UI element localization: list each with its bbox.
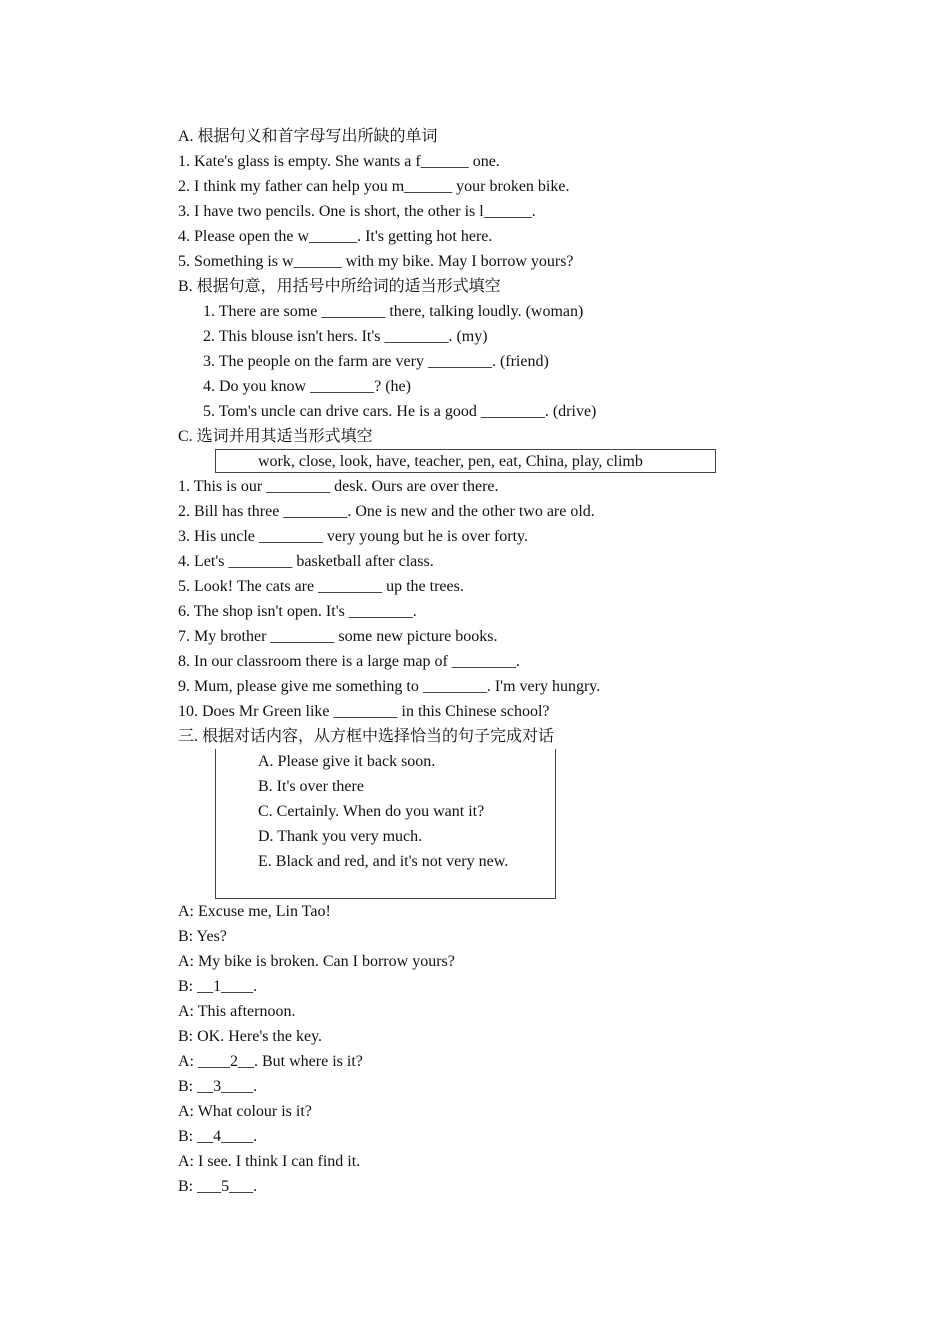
- dialogue-line: A: I see. I think I can find it.: [178, 1153, 361, 1170]
- section-a-heading: A. 根据句义和首字母写出所缺的单词: [178, 128, 438, 145]
- section-c-heading: C. 选词并用其适当形式填空: [178, 428, 373, 445]
- section-b-item: 5. Tom's uncle can drive cars. He is a good ________. (drive): [203, 403, 597, 420]
- section-c-item: 8. In our classroom there is a large map of ________.: [178, 653, 520, 670]
- dialogue-line: A: This afternoon.: [178, 1003, 296, 1020]
- dialogue-line: A: Excuse me, Lin Tao!: [178, 903, 331, 920]
- options-box: [215, 749, 556, 899]
- dialogue-line: B: __1____.: [178, 978, 258, 995]
- section-c-item: 10. Does Mr Green like ________ in this Chinese school?: [178, 703, 550, 720]
- option-item: A. Please give it back soon.: [258, 753, 436, 770]
- section-a-item: 1. Kate's glass is empty. She wants a f______ one.: [178, 153, 500, 170]
- dialogue-line: B: Yes?: [178, 928, 227, 945]
- dialogue-line: A: ____2__. But where is it?: [178, 1053, 363, 1070]
- option-item: B. It's over there: [258, 778, 364, 795]
- section-a-item: 3. I have two pencils. One is short, the other is l______.: [178, 203, 536, 220]
- section-c-item: 1. This is our ________ desk. Ours are over there.: [178, 478, 499, 495]
- section-b-item: 1. There are some ________ there, talking loudly. (woman): [203, 303, 584, 320]
- dialogue-line: A: My bike is broken. Can I borrow yours?: [178, 953, 455, 970]
- section-b-item: 2. This blouse isn't hers. It's ________. (my): [203, 328, 488, 345]
- word-box: work, close, look, have, teacher, pen, eat, China, play, climb: [215, 449, 716, 473]
- dialogue-line: B: OK. Here's the key.: [178, 1028, 323, 1045]
- section-b-item: 4. Do you know ________? (he): [203, 378, 411, 395]
- section-c-item: 2. Bill has three ________. One is new and the other two are old.: [178, 503, 595, 520]
- section-c-item: 7. My brother ________ some new picture books.: [178, 628, 498, 645]
- section-c-item: 5. Look! The cats are ________ up the trees.: [178, 578, 464, 595]
- section-a-item: 2. I think my father can help you m______ your broken bike.: [178, 178, 570, 195]
- worksheet: [178, 124, 778, 1199]
- section-a-item: 5. Something is w______ with my bike. May I borrow yours?: [178, 253, 574, 270]
- section-three-heading: 三. 根据对话内容，从方框中选择恰当的句子完成对话: [178, 728, 555, 745]
- option-item: E. Black and red, and it's not very new.: [258, 853, 509, 870]
- section-c-item: 9. Mum, please give me something to ________. I'm very hungry.: [178, 678, 601, 695]
- dialogue-line: B: __3____.: [178, 1078, 258, 1095]
- section-c-item: 6. The shop isn't open. It's ________.: [178, 603, 417, 620]
- dialogue-line: B: __4____.: [178, 1128, 258, 1145]
- section-a-item: 4. Please open the w______. It's getting hot here.: [178, 228, 493, 245]
- option-item: D. Thank you very much.: [258, 828, 423, 845]
- dialogue-line: A: What colour is it?: [178, 1103, 312, 1120]
- dialogue-line: B: ___5___.: [178, 1178, 258, 1195]
- section-c-item: 3. His uncle ________ very young but he is over forty.: [178, 528, 529, 545]
- section-b-heading: B. 根据句意，用括号中所给词的适当形式填空: [178, 278, 501, 295]
- section-b-item: 3. The people on the farm are very ________. (friend): [203, 353, 549, 370]
- option-item: C. Certainly. When do you want it?: [258, 803, 485, 820]
- section-c-item: 4. Let's ________ basketball after class.: [178, 553, 434, 570]
